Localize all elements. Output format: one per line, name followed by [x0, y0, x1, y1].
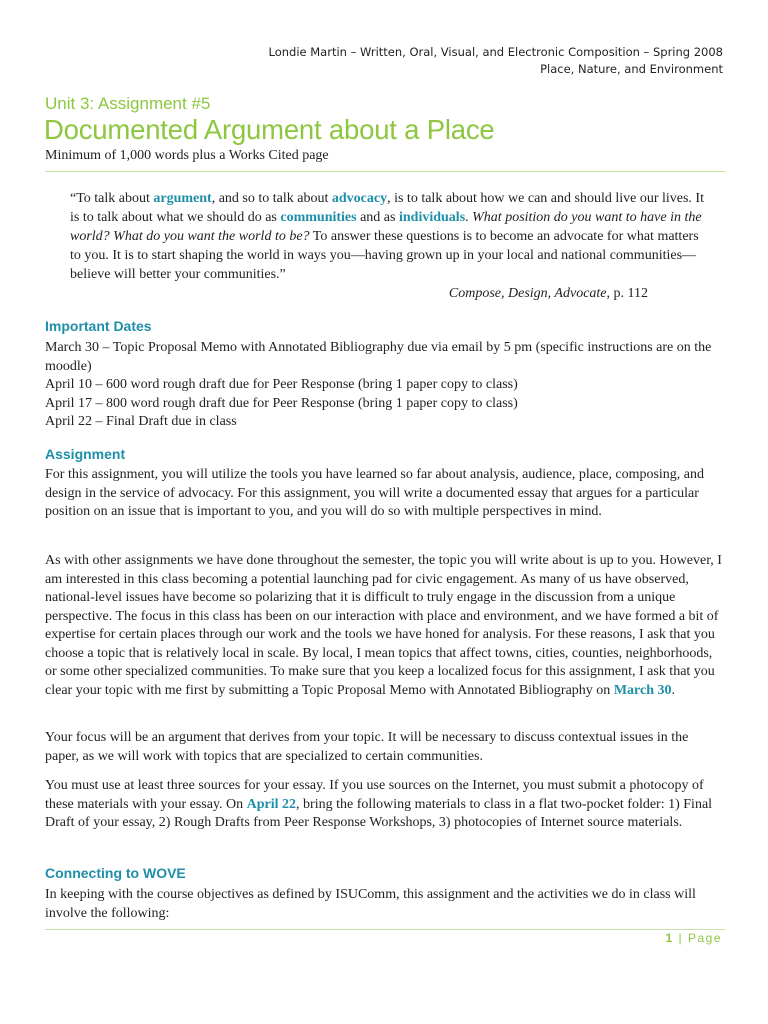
assignment-para-2-text: As with other assignments we have done throughout the semester, the topic you will write about is up to you. However, I am interested in this class becoming a potential launching pad for civic engagement. As many of us have observed, national-level issues have become so polarizing that it is difficult to truly engage in the discussion from a unique perspective. The focus in this class has been on our interaction with place and environment, and we have formed a bit of expertise for certain places through our work and the tools we have honed for analysis. For these reasons, I ask that you choose a topic that is relatively local in scale. By local, I mean topics that affect towns, cities, counties, neighborhoods, or some other specialized communities. To make sure that you keep a localized focus for this assignment, I ask that you clear your topic with me first by submitting a Topic Proposal Memo with Annotated Bibliography on: [45, 553, 722, 698]
assignment-para-4: [45, 777, 725, 833]
date-item: April 10 – 600 word rough draft due for Peer Response (bring 1 paper copy to class): [45, 377, 518, 392]
assignment-heading: Assignment: [45, 446, 126, 462]
assignment-para-1: For this assignment, you will utilize the tools you have learned so far about analysis, audience, place, composing, and design in the service of advocacy. For this assignment, you will write a documented essay that argues for a particular position on an issue that is important to you, and you will do so with multiple perspectives in mind.: [45, 467, 705, 519]
subtitle: Minimum of 1,000 words plus a Works Cited page: [45, 148, 329, 163]
assignment-para-2-end: .: [671, 682, 675, 698]
quote-text: [70, 189, 710, 284]
assignment-date-april-22: April 22: [246, 796, 297, 812]
connecting-wove-heading: Connecting to WOVE: [45, 865, 186, 881]
quote-keyword: argument: [153, 191, 212, 206]
assignment-para-3: Your focus will be an argument that derives from your topic. It will be necessary to discuss contextual issues in the paper, as we will work with topics that are specialized to certain communities.: [45, 730, 689, 764]
quote-text-run: and as: [356, 210, 399, 225]
quote-keyword: communities: [280, 210, 357, 225]
header-course-line: Londie Martin – Written, Oral, Visual, and Electronic Composition – Spring 2008: [268, 45, 723, 59]
epigraph-quote: [70, 189, 710, 303]
assignment-para-4-text: You must use at least three sources for your essay. If you use sources on the Internet, you must submit a photocopy of these materials with your essay. On: [45, 778, 704, 812]
quote-text-run: .: [465, 210, 473, 225]
page-number: 1: [665, 931, 674, 945]
header-theme-line: Place, Nature, and Environment: [540, 62, 723, 76]
important-dates-heading: Important Dates: [45, 318, 152, 334]
running-header: [269, 44, 724, 78]
quote-source-page: , p. 112: [606, 286, 648, 301]
quote-keyword: advocacy: [331, 191, 388, 206]
page-label: Page: [687, 931, 722, 945]
quote-keyword: individuals: [398, 210, 466, 225]
quote-text-run: , is to talk about how we can and should live our lives. It is to talk about what we should do as: [70, 191, 704, 225]
important-dates-list: [45, 339, 725, 432]
footer-separator: |: [678, 931, 684, 945]
unit-label: Unit 3: Assignment #5: [45, 94, 211, 113]
quote-text-run: To answer these questions is to become an advocate for what matters to you. It is to start shaping the world in ways you—having grown up in your local and national communities—believe will better your communities.”: [70, 229, 699, 282]
quote-text-run: , and so to talk about: [211, 191, 332, 206]
date-item: April 22 – Final Draft due in class: [45, 414, 237, 429]
quote-text-run: “To talk about: [70, 191, 154, 206]
footer-divider: [45, 929, 725, 930]
page-title: Documented Argument about a Place: [44, 114, 495, 145]
title-divider: [45, 171, 725, 172]
quote-italic-run: What position do you want to have in the world? What do you want the world to be?: [70, 210, 702, 244]
date-item: April 17 – 800 word rough draft due for Peer Response (bring 1 paper copy to class): [45, 395, 518, 411]
assignment-date-march-30: March 30: [613, 682, 672, 698]
assignment-para-4-text: , bring the following materials to class in a flat two-pocket folder: 1) Final Draft of your essay, 2) Rough Drafts from Peer Response Workshops, 3) photocopies of Internet source materials.: [45, 796, 713, 830]
assignment-para-2: [45, 552, 725, 700]
quote-source: [70, 284, 710, 303]
quote-source-title: Compose, Design, Advocate: [448, 286, 607, 301]
wove-para-1: In keeping with the course objectives as defined by ISUComm, this assignment and the activities we do in class will involve the following:: [45, 887, 696, 921]
date-item: March 30 – Topic Proposal Memo with Annotated Bibliography due via email by 5 pm (specific instructions are on the moodle): [45, 340, 712, 374]
page-footer: [665, 931, 722, 945]
